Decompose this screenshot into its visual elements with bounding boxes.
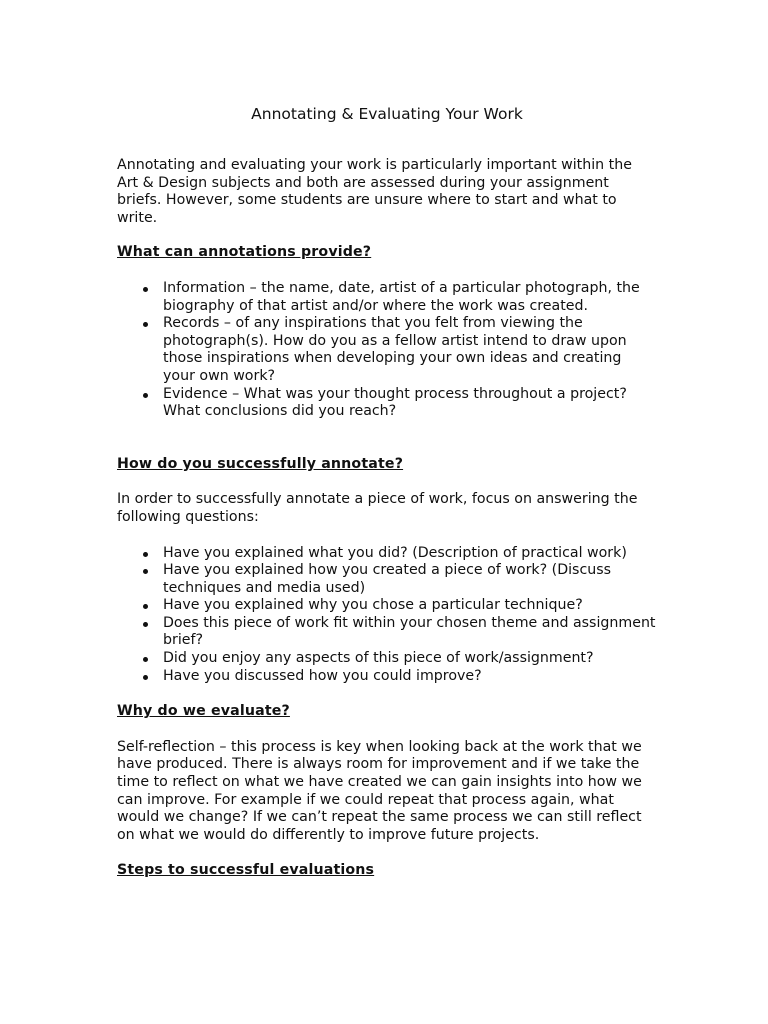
section-heading-evaluate: Why do we evaluate? [117,703,290,720]
list-item: Have you explained how you created a piece of work? (Discuss techniques and media used) [163,562,657,597]
list-item: Records – of any inspirations that you felt from viewing the photograph(s). How do you as a fellow artist intend to draw upon those inspirations when developing your own ideas and creating your own work? [163,315,657,385]
section-heading-annotate: How do you successfully annotate? [117,455,404,472]
questions-list [117,545,657,686]
list-item: Did you enjoy any aspects of this piece of work/assignment? [163,650,657,668]
section-heading-steps: Steps to successful evaluations [117,862,375,879]
list-item: Evidence – What was your thought process throughout a project? What conclusions did you reach? [163,386,657,421]
list-item: Does this piece of work fit within your chosen theme and assignment brief? [163,614,656,649]
section-heading-annotations: What can annotations provide? [117,244,372,261]
page-title: Annotating & Evaluating Your Work [251,105,523,123]
list-item: Information – the name, date, artist of a particular photograph, the biography of that artist and/or where the work was created. [163,280,657,315]
annotate-paragraph: In order to successfully annotate a piece of work, focus on answering the following questions: [117,491,638,525]
list-item: Have you explained what you did? (Description of practical work) [163,545,657,563]
annotations-list [117,280,657,421]
document-content [117,104,657,880]
list-item: Have you discussed how you could improve? [163,668,657,686]
list-item: Have you explained why you chose a particular technique? [163,597,657,615]
intro-paragraph: Annotating and evaluating your work is particularly important within the Art & Design subjects and both are assessed during your assignment briefs. However, some students are unsure where to start and what to write. [117,157,632,226]
evaluate-paragraph: Self-reflection – this process is key when looking back at the work that we have produced. There is always room for improvement and if we take the time to reflect on what we have created we can gain insights into how we can improve. For example if we could repeat that process again, what would we change? If we can’t repeat the same process we can still reflect on what we would do differently to improve future projects. [117,738,642,843]
